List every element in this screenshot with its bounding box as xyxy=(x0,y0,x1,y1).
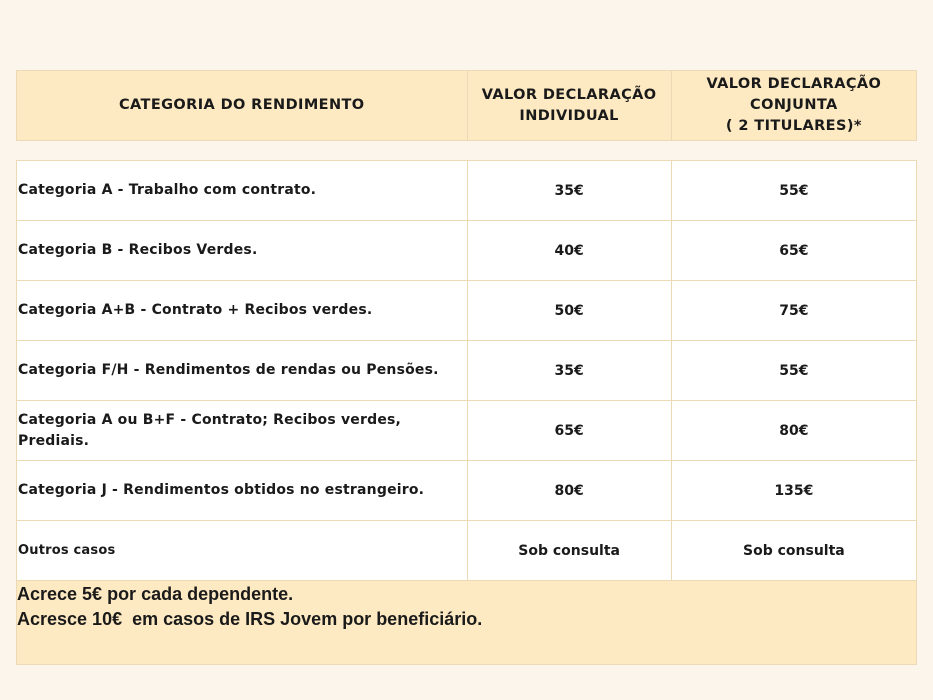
table-header xyxy=(16,70,917,141)
row-individual-price: 50€ xyxy=(467,281,671,341)
row-joint-price: 80€ xyxy=(671,401,916,461)
row-individual-price: 65€ xyxy=(467,401,671,461)
row-individual-price: Sob consulta xyxy=(467,521,671,581)
row-joint-price: Sob consulta xyxy=(671,521,916,581)
table-row xyxy=(17,461,917,521)
row-category: Categoria B - Recibos Verdes. xyxy=(17,221,468,281)
header-category: CATEGORIA DO RENDIMENTO xyxy=(17,71,468,141)
header-individual-value: VALOR DECLARAÇÃO INDIVIDUAL xyxy=(467,71,671,141)
row-joint-price: 55€ xyxy=(671,161,916,221)
price-table-body xyxy=(16,160,917,581)
table-row xyxy=(17,341,917,401)
row-individual-price: 40€ xyxy=(467,221,671,281)
row-category: Categoria A+B - Contrato + Recibos verdes. xyxy=(17,281,468,341)
row-joint-price: 55€ xyxy=(671,341,916,401)
row-category: Outros casos xyxy=(17,521,468,581)
row-individual-price: 35€ xyxy=(467,161,671,221)
row-category: Categoria A ou B+F - Contrato; Recibos verdes, Prediais. xyxy=(17,401,468,461)
header-joint-value: VALOR DECLARAÇÃO CONJUNTA ( 2 TITULARES)* xyxy=(671,71,916,141)
note-irs-jovem: Acresce 10€ em casos de IRS Jovem por beneficiário. xyxy=(17,609,483,629)
row-individual-price: 35€ xyxy=(467,341,671,401)
table-row xyxy=(17,401,917,461)
row-joint-price: 75€ xyxy=(671,281,916,341)
row-category: Categoria J - Rendimentos obtidos no estrangeiro. xyxy=(17,461,468,521)
row-category: Categoria A - Trabalho com contrato. xyxy=(17,161,468,221)
notes-box xyxy=(16,581,917,665)
table-row xyxy=(17,521,917,581)
table-row xyxy=(17,161,917,221)
row-joint-price: 135€ xyxy=(671,461,916,521)
note-dependents: Acrece 5€ por cada dependente. xyxy=(17,584,294,604)
row-individual-price: 80€ xyxy=(467,461,671,521)
row-joint-price: 65€ xyxy=(671,221,916,281)
row-category: Categoria F/H - Rendimentos de rendas ou Pensões. xyxy=(17,341,468,401)
price-table-container xyxy=(16,70,917,665)
table-row xyxy=(17,281,917,341)
table-row xyxy=(17,221,917,281)
